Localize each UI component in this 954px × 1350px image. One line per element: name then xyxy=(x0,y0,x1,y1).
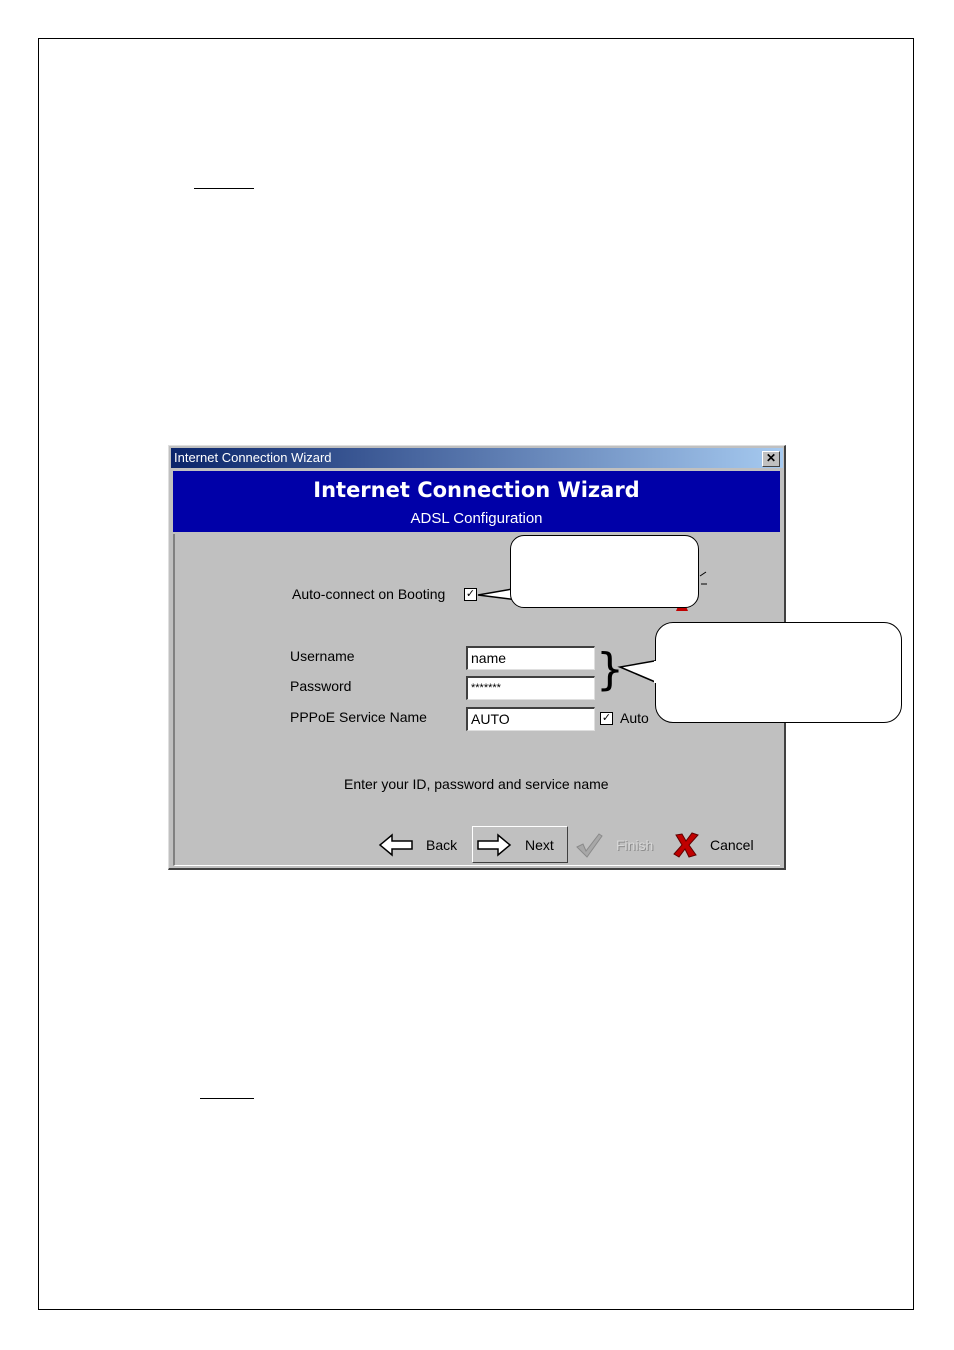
finish-label: Finish xyxy=(616,837,654,853)
password-field[interactable]: ******* xyxy=(466,676,595,700)
next-label: Next xyxy=(525,837,554,853)
username-label: Username xyxy=(290,648,355,664)
close-icon[interactable]: ✕ xyxy=(762,451,780,467)
service-name-label: PPPoE Service Name xyxy=(290,709,427,725)
checkbox-check-icon: ✓ xyxy=(465,588,476,600)
back-label: Back xyxy=(426,837,458,853)
auto-service-label: Auto xyxy=(620,710,649,726)
banner-title: Internet Connection Wizard xyxy=(313,478,640,502)
service-name-field[interactable]: AUTO xyxy=(466,707,595,731)
auto-connect-label: Auto-connect on Booting xyxy=(292,586,446,602)
username-field[interactable]: name xyxy=(466,646,595,670)
window-title: Internet Connection Wizard xyxy=(174,450,332,465)
banner-subtitle: ADSL Configuration xyxy=(410,510,543,527)
instruction-text: Enter your ID, password and service name xyxy=(344,776,609,792)
checkbox-check-icon: ✓ xyxy=(601,712,612,724)
field-group-brace: } xyxy=(596,644,624,695)
cancel-label: Cancel xyxy=(710,837,754,853)
password-label: Password xyxy=(290,678,352,694)
